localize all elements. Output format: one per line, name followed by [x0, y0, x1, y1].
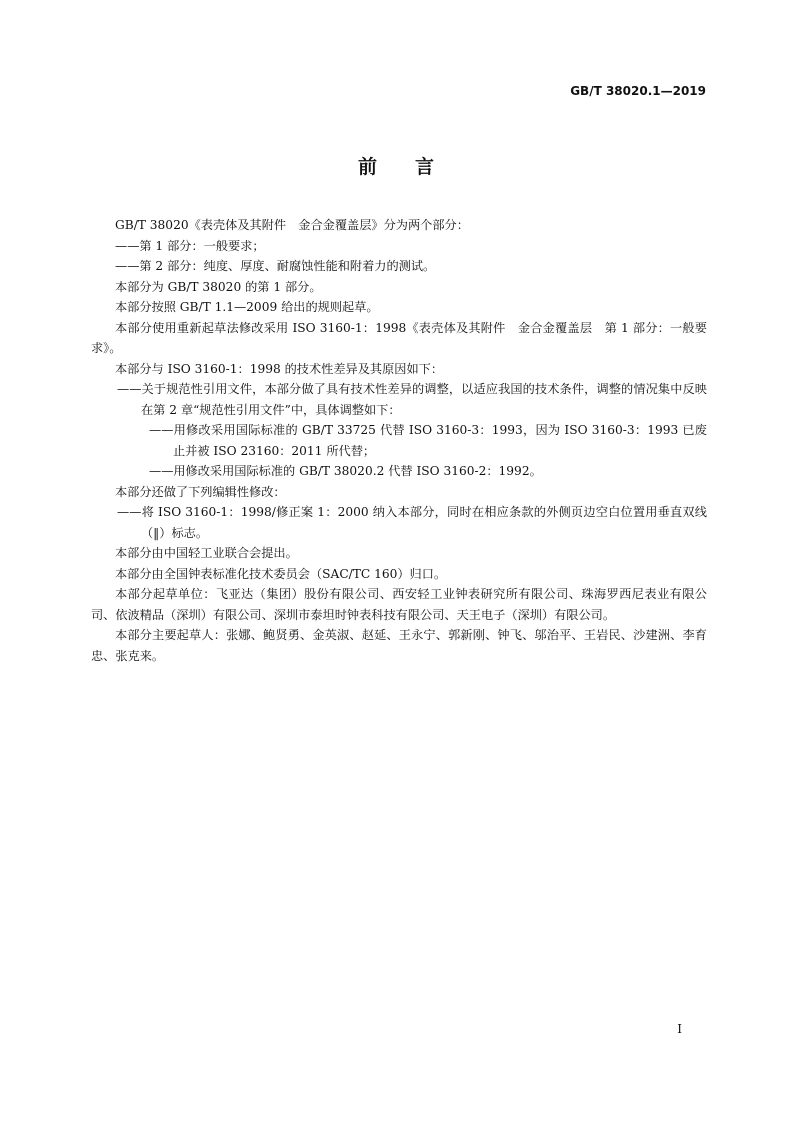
paragraph-drafting-rules: 本部分按照 GB/T 1.1—2009 给出的规则起草。	[115, 300, 379, 314]
paragraph-intro: GB/T 38020《表壳体及其附件 金合金覆盖层》分为两个部分：	[115, 218, 469, 232]
paragraph-part-of: 本部分为 GB/T 38020 的第 1 部分。	[115, 279, 322, 294]
paragraph-proposed-by: 本部分由中国轻工业联合会提出。	[115, 546, 298, 560]
list-item-normative-refs: ——关于规范性引用文件，本部分做了具有技术性差异的调整，以适应我国的技术条件，调整的情况集中反映在第 2 章“规范性引用文件”中，具体调整如下：	[117, 382, 707, 417]
paragraph-under-jurisdiction: 本部分由全国钟表标准化技术委员会（SAC/TC 160）归口。	[115, 566, 447, 581]
sublist-item-2: ——用修改采用国际标准的 GB/T 38020.2 代替 ISO 3160-2：1992。	[149, 464, 542, 478]
paragraph-editorial: 本部分还做了下列编辑性修改：	[115, 484, 286, 499]
title-char-1: 前	[357, 156, 379, 178]
paragraph-adoption: 本部分使用重新起草法修改采用 ISO 3160-1：1998《表壳体及其附件 金合金覆盖层 第 1 部分：一般要求》。	[91, 320, 707, 355]
foreword-body	[91, 215, 707, 666]
sublist-item-1: ——用修改采用国际标准的 GB/T 33725 代替 ISO 3160-3：1993，因为 ISO 3160-3：1993 已废止并被 ISO 23160：2011 所代替；	[149, 423, 707, 458]
title-char-2: 言	[415, 156, 437, 178]
paragraph-differences: 本部分与 ISO 3160-1：1998 的技术性差异及其原因如下：	[115, 361, 444, 376]
list-item-amendment: ——将 ISO 3160-1：1998/修正案 1：2000 纳入本部分，同时在相应条款的外侧页边空白位置用垂直双线（‖）标志。	[117, 505, 707, 540]
page-number: I	[677, 1022, 682, 1036]
paragraph-drafting-units: 本部分起草单位：飞亚达（集团）股份有限公司、西安轻工业钟表研究所有限公司、珠海罗西尼表业有限公司、依波精品（深圳）有限公司、深圳市泰坦时钟表科技有限公司、天王电子（深圳）有限公司。	[91, 587, 707, 622]
paragraph-drafters: 本部分主要起草人：张娜、鲍贤勇、金英淑、赵延、王永宁、郭新刚、钟飞、邬治平、王岩民、沙建洲、李育忠、张克来。	[91, 628, 707, 663]
standard-code: GB/T 38020.1—2019	[570, 84, 706, 98]
page-title	[0, 152, 794, 179]
list-item-part1: ——第 1 部分：一般要求；	[115, 238, 265, 253]
list-item-part2: ——第 2 部分：纯度、厚度、耐腐蚀性能和附着力的测试。	[115, 259, 436, 273]
